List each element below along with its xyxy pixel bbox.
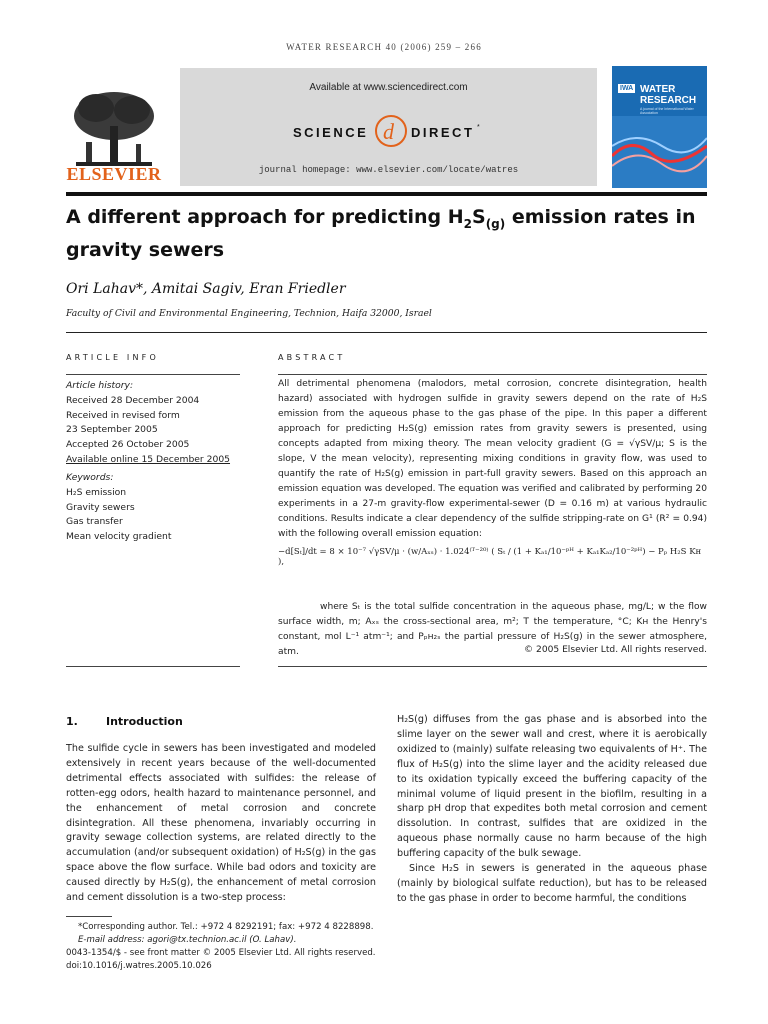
abstract-rule [278,374,707,375]
history-label: Article history: [66,380,134,391]
body-column-right [397,713,707,907]
available-at-text: Available at www.sciencedirect.com [309,82,468,93]
journal-homepage: journal homepage: www.elsevier.com/locate/watres [258,165,519,175]
doi-line: doi:10.1016/j.watres.2005.10.026 [66,961,212,971]
affiliation-rule [66,332,707,333]
cover-title-2: RESEARCH [640,95,697,106]
article-authors: Ori Lahav*, Amitai Sagiv, Eran Friedler [66,281,346,297]
body-paragraph: H₂S(g) diffuses from the gas phase and is absorbed into the slime layer on the sewer wall and crest, where it is aerobically oxidized to (mainly) sulfate releasing two equivalents of H⁺. The flux of H₂S(g) into the slime layer and the acidity released due to its oxidation typically exceed the buffering capacity of the minimal volume of liquid present in the biofilm, resulting in a sharp pH drop that expedites both metal corrosion and cement dissolution. In contrast, sulfides that are oxidized in the aqueous phase normally cause no harm because of the high buffering capacity of the bulk sewage. [397,714,707,860]
cover-title-1: WATER [640,84,676,95]
abstract-bottom-rule [278,666,707,667]
keyword: H₂S emission [66,486,127,498]
footnotes [66,921,406,973]
article-title: A different approach for predicting $H_2S_{(g)}$ emission rates in gravity sewers [66,206,696,261]
elsevier-wordmark: ELSEVIER [66,164,162,184]
abstract-where-clause: where Sₜ is the total sulfide concentration in the aqueous phase, mg/L; w the flow surface width, m; Aₓₛ the cross-sectional area, m²; T the temperature, °C; Kʜ the Henry's constant, mol L⁻¹ atm⁻¹; and Pₚʜ₂ₛ the partial pressure of H₂S(g) in the sewer atmosphere, atm. [278,602,707,657]
body-column-left: The sulfide cycle in sewers has been investigated and modeled extensively in recent years because of the well-documented detrimental effects associated with sulfides: the release of rotten-egg odors, health hazard to maintenance personnel, and the enhancement of metal corrosion and concrete disintegration. All these phenomena, invariably occurring in gravity sewage collection systems, are related directly to the accumulation (and/or subsequent oxidation) of H₂S(g) in the gas space above the flow surface. While bad odors and toxicity are caused directly by H₂S(g), the enhancement of metal corrosion and cement dissolution is a two-step process: [66,743,376,904]
article-info-heading: ARTICLE INFO [66,353,159,362]
keyword: Gravity sewers [66,501,135,513]
sd-logo-right: DIRECT [411,125,475,140]
footnote-rule [66,916,112,917]
cover-wave-art [612,116,707,188]
issn-line: 0043-1354/$ - see front matter © 2005 Elsevier Ltd. All rights reserved. [66,948,376,958]
keywords [66,471,240,545]
online-date: Available online 15 December 2005 [66,453,231,465]
abstract-body: All detrimental phenomena (malodors, metal corrosion, concrete disintegration, health hazard) associated with hydrogen sulfide in gravity sewers depend on the rate of H₂S emission from the aqueous phase to the gas phase of the pipe. In this paper a different approach for predicting H₂S(g) emission rates from gravity sewers is presented, using concepts adapted from mixing theory. The mean velocity gradient (G = √γSV/μ; S is the slope, V the mean velocity), representing mixing conditions in gravity flow, was used to quantify the rate of H₂S(g) emission in part-full gravity sewers. Based on this approach an emission equation was developed. The equation was verified and calibrated by performing 20 experiments in a 27-m gravity-flow experimental-sewer (D = 0.16 m) at various hydraulic conditions. Results indicate a clear dependency of the sulfide stripping-rate on G¹ (R² = 0.94) with the following overall emission equation: [278,379,707,539]
revised-date: 23 September 2005 [66,424,158,436]
section-title: Introduction [106,715,183,728]
article-info-rule [66,374,240,375]
section-number: 1. [66,715,78,728]
body-paragraph: Since H₂S in sewers is generated in the aqueous phase (mainly by biological sulfate reduction), but has to be released to the gas phase in order to become harmful, the conditions [397,863,707,904]
svg-text:d: d [383,119,394,144]
keyword: Gas transfer [66,516,123,528]
accepted-date: Accepted 26 October 2005 [66,439,190,451]
article-info-bottom-rule [66,666,240,667]
emission-equation: −d[Sₜ]/dt = 8 × 10⁻⁷ √γSV/μ · (w/Aₓₛ) · 1.024⁽ᵀ⁻²⁰⁾ ( Sₜ / (1 + Kₐ₁/10⁻ᵖᴴ + Kₐ₁Kₐ₂/10⁻²ᵖᴴ) − Pₚ H₂S Kʜ ), [278,547,702,567]
email-note: E-mail address: agori@tx.technion.ac.il (O. Lahav). [78,935,297,945]
abstract-heading: ABSTRACT [278,353,346,362]
keywords-label: Keywords: [66,472,114,483]
sd-logo-left: SCIENCE [293,125,369,140]
cover-iwa-logo: IWA [620,85,634,92]
author-affiliation: Faculty of Civil and Environmental Engineering, Technion, Haifa 32000, Israel [66,308,432,319]
article-history [66,379,240,468]
received-date: Received 28 December 2004 [66,394,200,406]
abstract-copyright: © 2005 Elsevier Ltd. All rights reserved. [524,645,707,655]
revised-label: Received in revised form [66,409,180,421]
sciencedirect-logo [293,113,493,149]
header-rule [66,192,707,196]
section-heading-introduction [66,715,183,728]
corresponding-author-note: *Corresponding author. Tel.: +972 4 8292191; fax: +972 4 8228898. [78,922,374,932]
keyword: Mean velocity gradient [66,531,172,543]
journal-citation: WATER RESEARCH 40 (2006) 259 – 266 [286,42,482,52]
svg-text:*: * [477,124,480,131]
journal-cover-image [612,66,707,188]
cover-subtitle: A journal of the International Water Association [640,107,694,115]
